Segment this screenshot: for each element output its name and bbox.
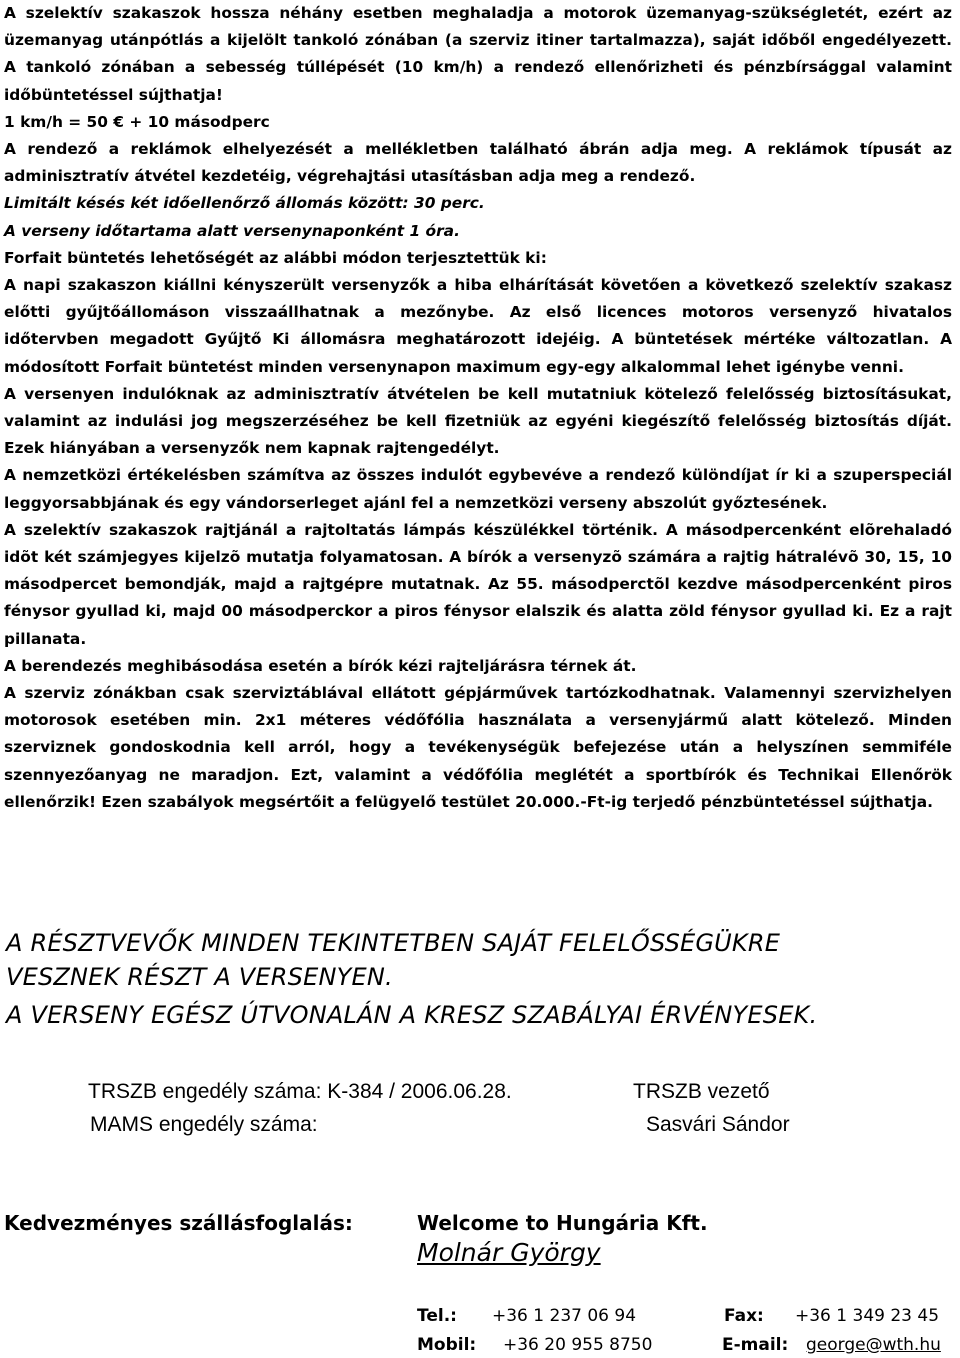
paragraph-insurance: A versenyen indulóknak az adminisztratív átvételen be kell mutatniuk kötelező felelősség biztosításukat, valamint az indulási jog megszerzéséhez be kell fizetniük az egyéni kiegészítő felelősség biztosítás díját. Ezek hiányában a versenyzők nem kapnak rajtengedélyt.	[4, 384, 952, 458]
tel-row	[417, 1306, 457, 1326]
fax-value: +36 1 349 23 45	[795, 1306, 940, 1326]
email-link[interactable]: george@wth.hu	[806, 1335, 941, 1355]
mobile-row	[417, 1335, 476, 1355]
paragraph-speed-penalty: 1 km/h = 50 € + 10 másodperc	[4, 112, 270, 131]
paragraph-limit-delay: Limitált késés két időellenőrző állomás között: 30 perc.	[4, 194, 485, 213]
email-row	[722, 1335, 788, 1355]
tel-value: +36 1 237 06 94	[492, 1306, 637, 1326]
paragraph-service-zone: A szerviz zónákban csak szerviztáblával ellátott gépjárművek tartózkodhatnak. Valamennyi szervizhelyen motorosok esetében min. 2x1 méteres védőfólia használata a versenyjármű alatt kötelező. Minden szerviznek gondoskodnia kell arról, hogy a tevékenységük befejezése után a helyszínen semmiféle szennyezőanyag ne maradjon. Ezt, valamint a védőfólia meglétét a sportbírók és Technikai Ellenőrök ellenőrzik! Ezen szabályok megsértőit a felügyelő testület 20.000.-Ft-ig terjedő pénzbüntetéssel sújthatja.	[4, 684, 952, 811]
mobile-label: Mobil:	[417, 1335, 477, 1355]
notice-line-1: A RÉSZTVEVŐK MINDEN TEKINTETBEN SAJÁT FELELŐSSÉGÜKRE	[6, 929, 781, 957]
fax-label: Fax:	[724, 1306, 764, 1326]
paragraph-fuel: A szelektív szakaszok hossza néhány esetben meghaladja a motorok üzemanyag-szükségletét, ezért az üzemanyag utánpótlás a kijelölt tankoló zónában (a szerviz itiner tartalmazza), saját időből engedélyezett. A tankoló zónában a sebesség túllépését (10 km/h) a rendező ellenőrizheti és pénzbírsággal valamint időbüntetéssel sújthatja!	[4, 4, 952, 104]
email-row-value	[806, 1335, 941, 1355]
contact-person: Molnár György	[417, 1238, 601, 1267]
paragraph-daily-limit: A verseny időtartama alatt versenynaponként 1 óra.	[4, 221, 460, 240]
paragraph-forfait-intro: Forfait büntetés lehetőségét az alábbi módon terjesztettük ki:	[4, 248, 547, 267]
paragraph-forfait-rules: A napi szakaszon kiállni kényszerült versenyzők a hiba elhárítását követően a következő szelektív szakasz előtti gyűjtőállomáson visszaállhatnak a mezőnybe. Az első licences motoros versenyző hivatalos időtervben megadott Gyűjtő Ki állomásra meghatározott idejéig. A büntetések mértéke változatlan. A módosított Forfait büntetést minden versenynapon maximum egy-egy alkalommal lehet igénybe venni.	[4, 276, 952, 376]
email-label: E-mail:	[722, 1335, 789, 1355]
notice-line-3: A VERSENY EGÉSZ ÚTVONALÁN A KRESZ SZABÁLYAI ÉRVÉNYESEK.	[6, 1001, 818, 1029]
tel-label: Tel.:	[417, 1306, 457, 1326]
accommodation-company: Welcome to Hungária Kft.	[417, 1211, 708, 1235]
accommodation-label: Kedvezményes szállásfoglalás:	[4, 1211, 353, 1235]
mams-permit: MAMS engedély száma:	[90, 1113, 318, 1136]
trszb-permit: TRSZB engedély száma: K-384 / 2006.06.28.	[88, 1080, 512, 1103]
rules-body	[4, 0, 952, 816]
paragraph-equipment-failure: A berendezés meghibásodása esetén a bírók kézi rajteljárásra térnek át.	[4, 656, 637, 675]
leader-name: Sasvári Sándor	[646, 1113, 790, 1136]
paragraph-international: A nemzetközi értékelésben számítva az összes indulót egybevéve a rendező különdíjat ír ki a szuperspeciál leggyorsabbjának és egy vándorserleget ajánl fel a nemzetközi verseny abszolút győztesének.	[4, 466, 952, 512]
notice-line-2: VESZNEK RÉSZT A VERSENYEN.	[6, 963, 393, 991]
leader-title: TRSZB vezető	[633, 1080, 770, 1103]
fax-row	[724, 1306, 764, 1326]
mobile-value: +36 20 955 8750	[503, 1335, 653, 1355]
paragraph-ads: A rendező a reklámok elhelyezését a mellékletben található ábrán adja meg. A reklámok típusát az adminisztratív átvétel kezdetéig, végrehajtási utasításban adja meg a rendező.	[4, 140, 952, 186]
paragraph-start-procedure: A szelektív szakaszok rajtjánál a rajtoltatás lámpás készülékkel történik. A másodpercenként elõrehaladó idõt két számjegyes kijelzõ mutatja folyamatosan. A bírók a versenyzõ számára a rajtig hátralévõ 30, 15, 10 másodpercet bemondják, majd a rajtgépre mutatnak. Az 55. másodperctõl kezdve másodpercenként piros fénysor gyullad ki, majd 00 másodperckor a piros fénysor elalszik és alatta zöld fénysor gyullad ki. Ez a rajt pillanata.	[4, 520, 952, 648]
